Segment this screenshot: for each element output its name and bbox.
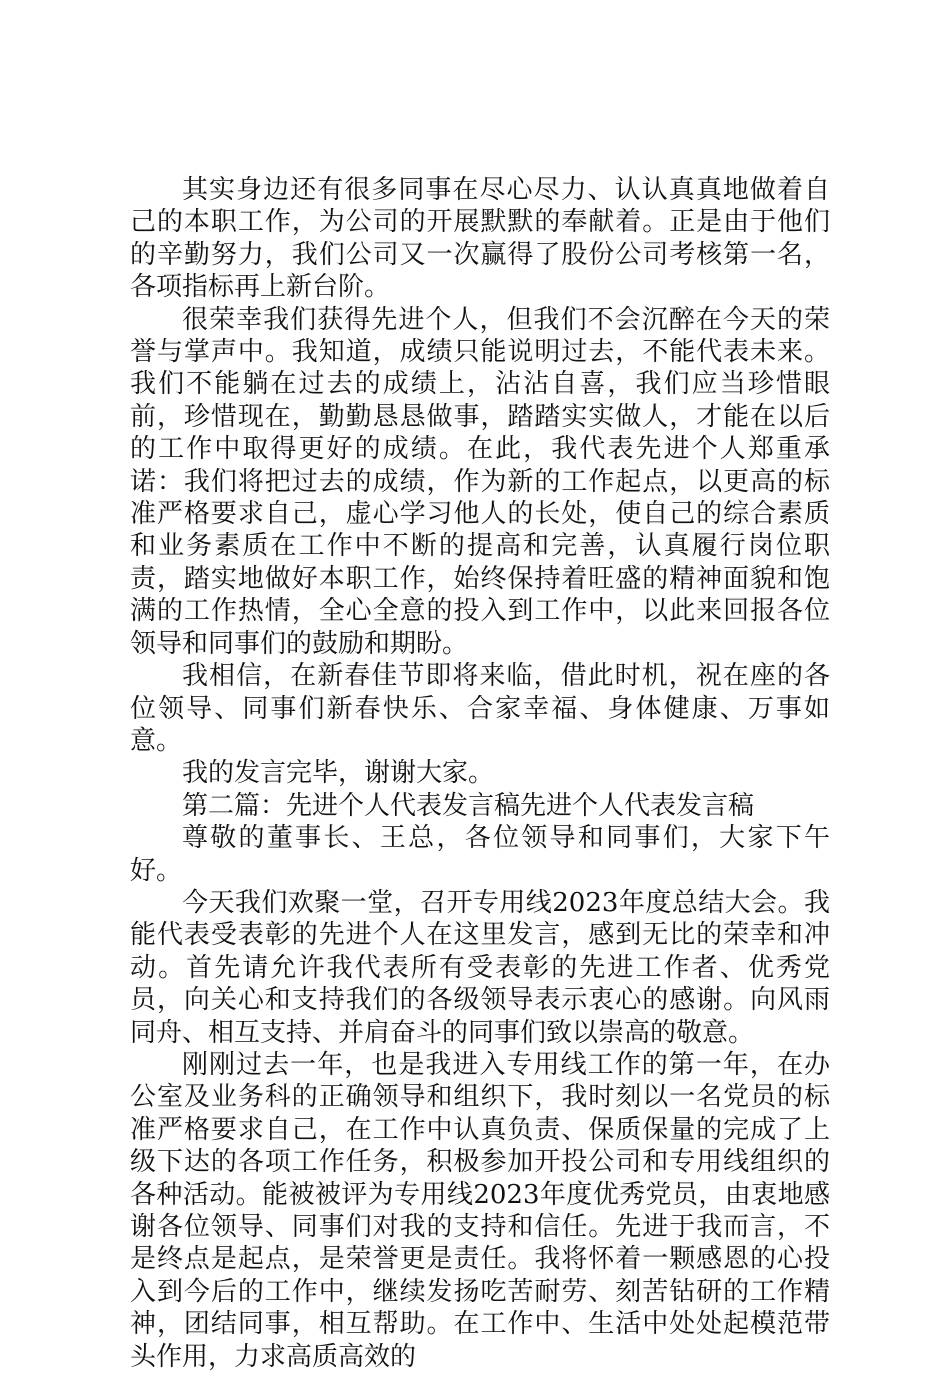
salutation: 尊敬的董事长、王总，各位领导和同事们，大家下午好。: [130, 823, 830, 886]
paragraph-1: 其实身边还有很多同事在尽心尽力、认认真真地做着自己的本职工作，为公司的开展默默的奉献着。正是由于他们的辛勤努力，我们公司又一次赢得了股份公司考核第一名，各项指标再上新台阶。: [130, 175, 830, 303]
paragraph-8: 刚刚过去一年，也是我进入专用线工作的第一年，在办公室及业务科的正确领导和组织下，我时刻以一名党员的标准严格要求自己，在工作中认真负责、保质保量的完成了上级下达的各项工作任务，积极参加开投公司和专用线组织的各种活动。能被被评为专用线2023年度优秀党员，由衷地感谢各位领导、同事们对我的支持和信任。先进于我而言，不是终点是起点，是荣誉更是责任。我将怀着一颗感恩的心投入到今后的工作中，继续发扬吃苦耐劳、刻苦钻研的工作精神，团结同事，相互帮助。在工作中、生活中处处起模范带头作用，力求高质高效的: [130, 1049, 830, 1372]
paragraph-3: 我相信，在新春佳节即将来临，借此时机，祝在座的各位领导、同事们新春快乐、合家幸福、身体健康、万事如意。: [130, 661, 830, 756]
paragraph-2: 很荣幸我们获得先进个人，但我们不会沉醉在今天的荣誉与掌声中。我知道，成绩只能说明过去，不能代表未来。我们不能躺在过去的成绩上，沾沾自喜，我们应当珍惜眼前，珍惜现在，勤勤恳恳做事，踏踏实实做人，才能在以后的工作中取得更好的成绩。在此，我代表先进个人郑重承诺：我们将把过去的成绩，作为新的工作起点，以更高的标准严格要求自己，虚心学习他人的长处，使自己的综合素质和业务素质在工作中不断的提高和完善，认真履行岗位职责，踏实地做好本职工作，始终保持着旺盛的精神面貌和饱满的工作热情，全心全意的投入到工作中，以此来回报各位领导和同事们的鼓励和期盼。: [130, 304, 830, 659]
paragraph-7: 今天我们欢聚一堂，召开专用线2023年度总结大会。我能代表受表彰的先进个人在这里发言，感到无比的荣幸和冲动。首先请允许我代表所有受表彰的先进工作者、优秀党员，向关心和支持我们的各级领导表示衷心的感谢。向风雨同舟、相互支持、并肩奋斗的同事们致以崇高的敬意。: [130, 887, 830, 1048]
paragraph-4: 我的发言完毕，谢谢大家。: [182, 758, 495, 789]
document-body: [130, 174, 830, 1373]
section-heading-2: 第二篇：先进个人代表发言稿先进个人代表发言稿: [182, 790, 755, 821]
